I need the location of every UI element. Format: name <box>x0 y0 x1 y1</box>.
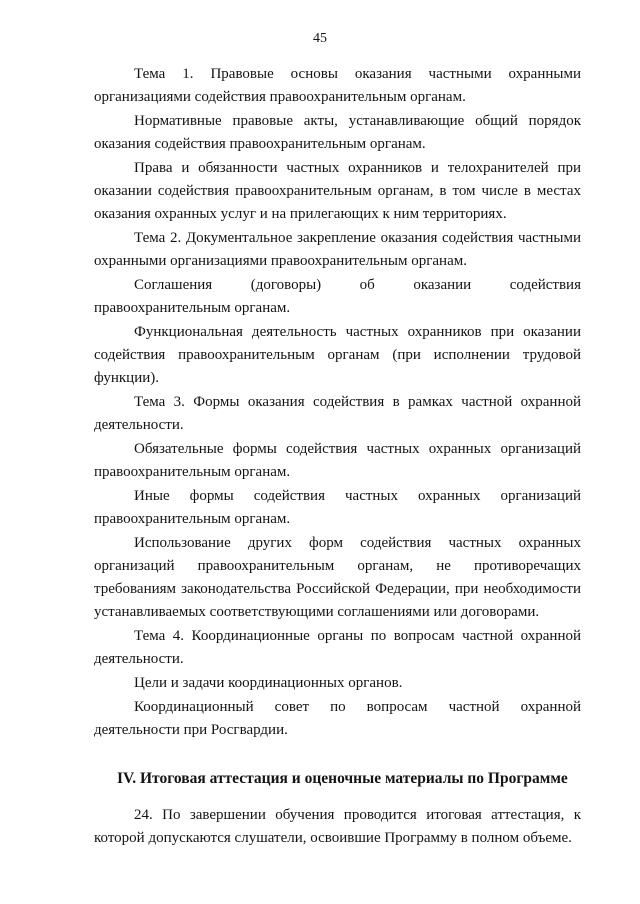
paragraph: Соглашения (договоры) об оказании содействия правоохранительным органам. <box>94 277 581 316</box>
paragraph: Права и обязанности частных охранников и телохранителей при оказании содействия правоохранительным органам, в том числе в местах оказания охранных услуг и на прилегающих к ним территориях. <box>94 160 581 222</box>
paragraph: Тема 2. Документальное закрепление оказания содействия частными охранными организациями правоохранительным органам. <box>94 230 581 269</box>
paragraph: Тема 4. Координационные органы по вопросам частной охранной деятельности. <box>94 628 581 667</box>
paragraph: Координационный совет по вопросам частной охранной деятельности при Росгвардии. <box>94 699 581 738</box>
paragraph: 24. По завершении обучения проводится итоговая аттестация, к которой допускаются слушатели, освоившие Программу в полном объеме. <box>94 807 581 846</box>
paragraph: Тема 1. Правовые основы оказания частными охранными организациями содействия правоохранительным органам. <box>94 66 581 105</box>
paragraph: Обязательные формы содействия частных охранных организаций правоохранительным органам. <box>94 441 581 480</box>
page-number: 45 <box>313 31 327 46</box>
paragraph: Использование других форм содействия частных охранных организаций правоохранительным органам, не противоречащих требованиям законодательства Российской Федерации, при необходимости устанавливаемых соответствующими соглашениями или договорами. <box>94 535 581 620</box>
document-body <box>94 63 581 851</box>
paragraph: Иные формы содействия частных охранных организаций правоохранительным органам. <box>94 488 581 527</box>
paragraph: Функциональная деятельность частных охранников при оказании содействия правоохранительным органам (при исполнении трудовой функции). <box>94 324 581 386</box>
paragraph: Тема 3. Формы оказания содействия в рамках частной охранной деятельности. <box>94 394 581 433</box>
paragraph: Цели и задачи координационных органов. <box>134 675 403 691</box>
section-heading: IV. Итоговая аттестация и оценочные материалы по Программе <box>117 770 568 787</box>
paragraph: Нормативные правовые акты, устанавливающие общий порядок оказания содействия правоохранительным органам. <box>94 113 581 152</box>
